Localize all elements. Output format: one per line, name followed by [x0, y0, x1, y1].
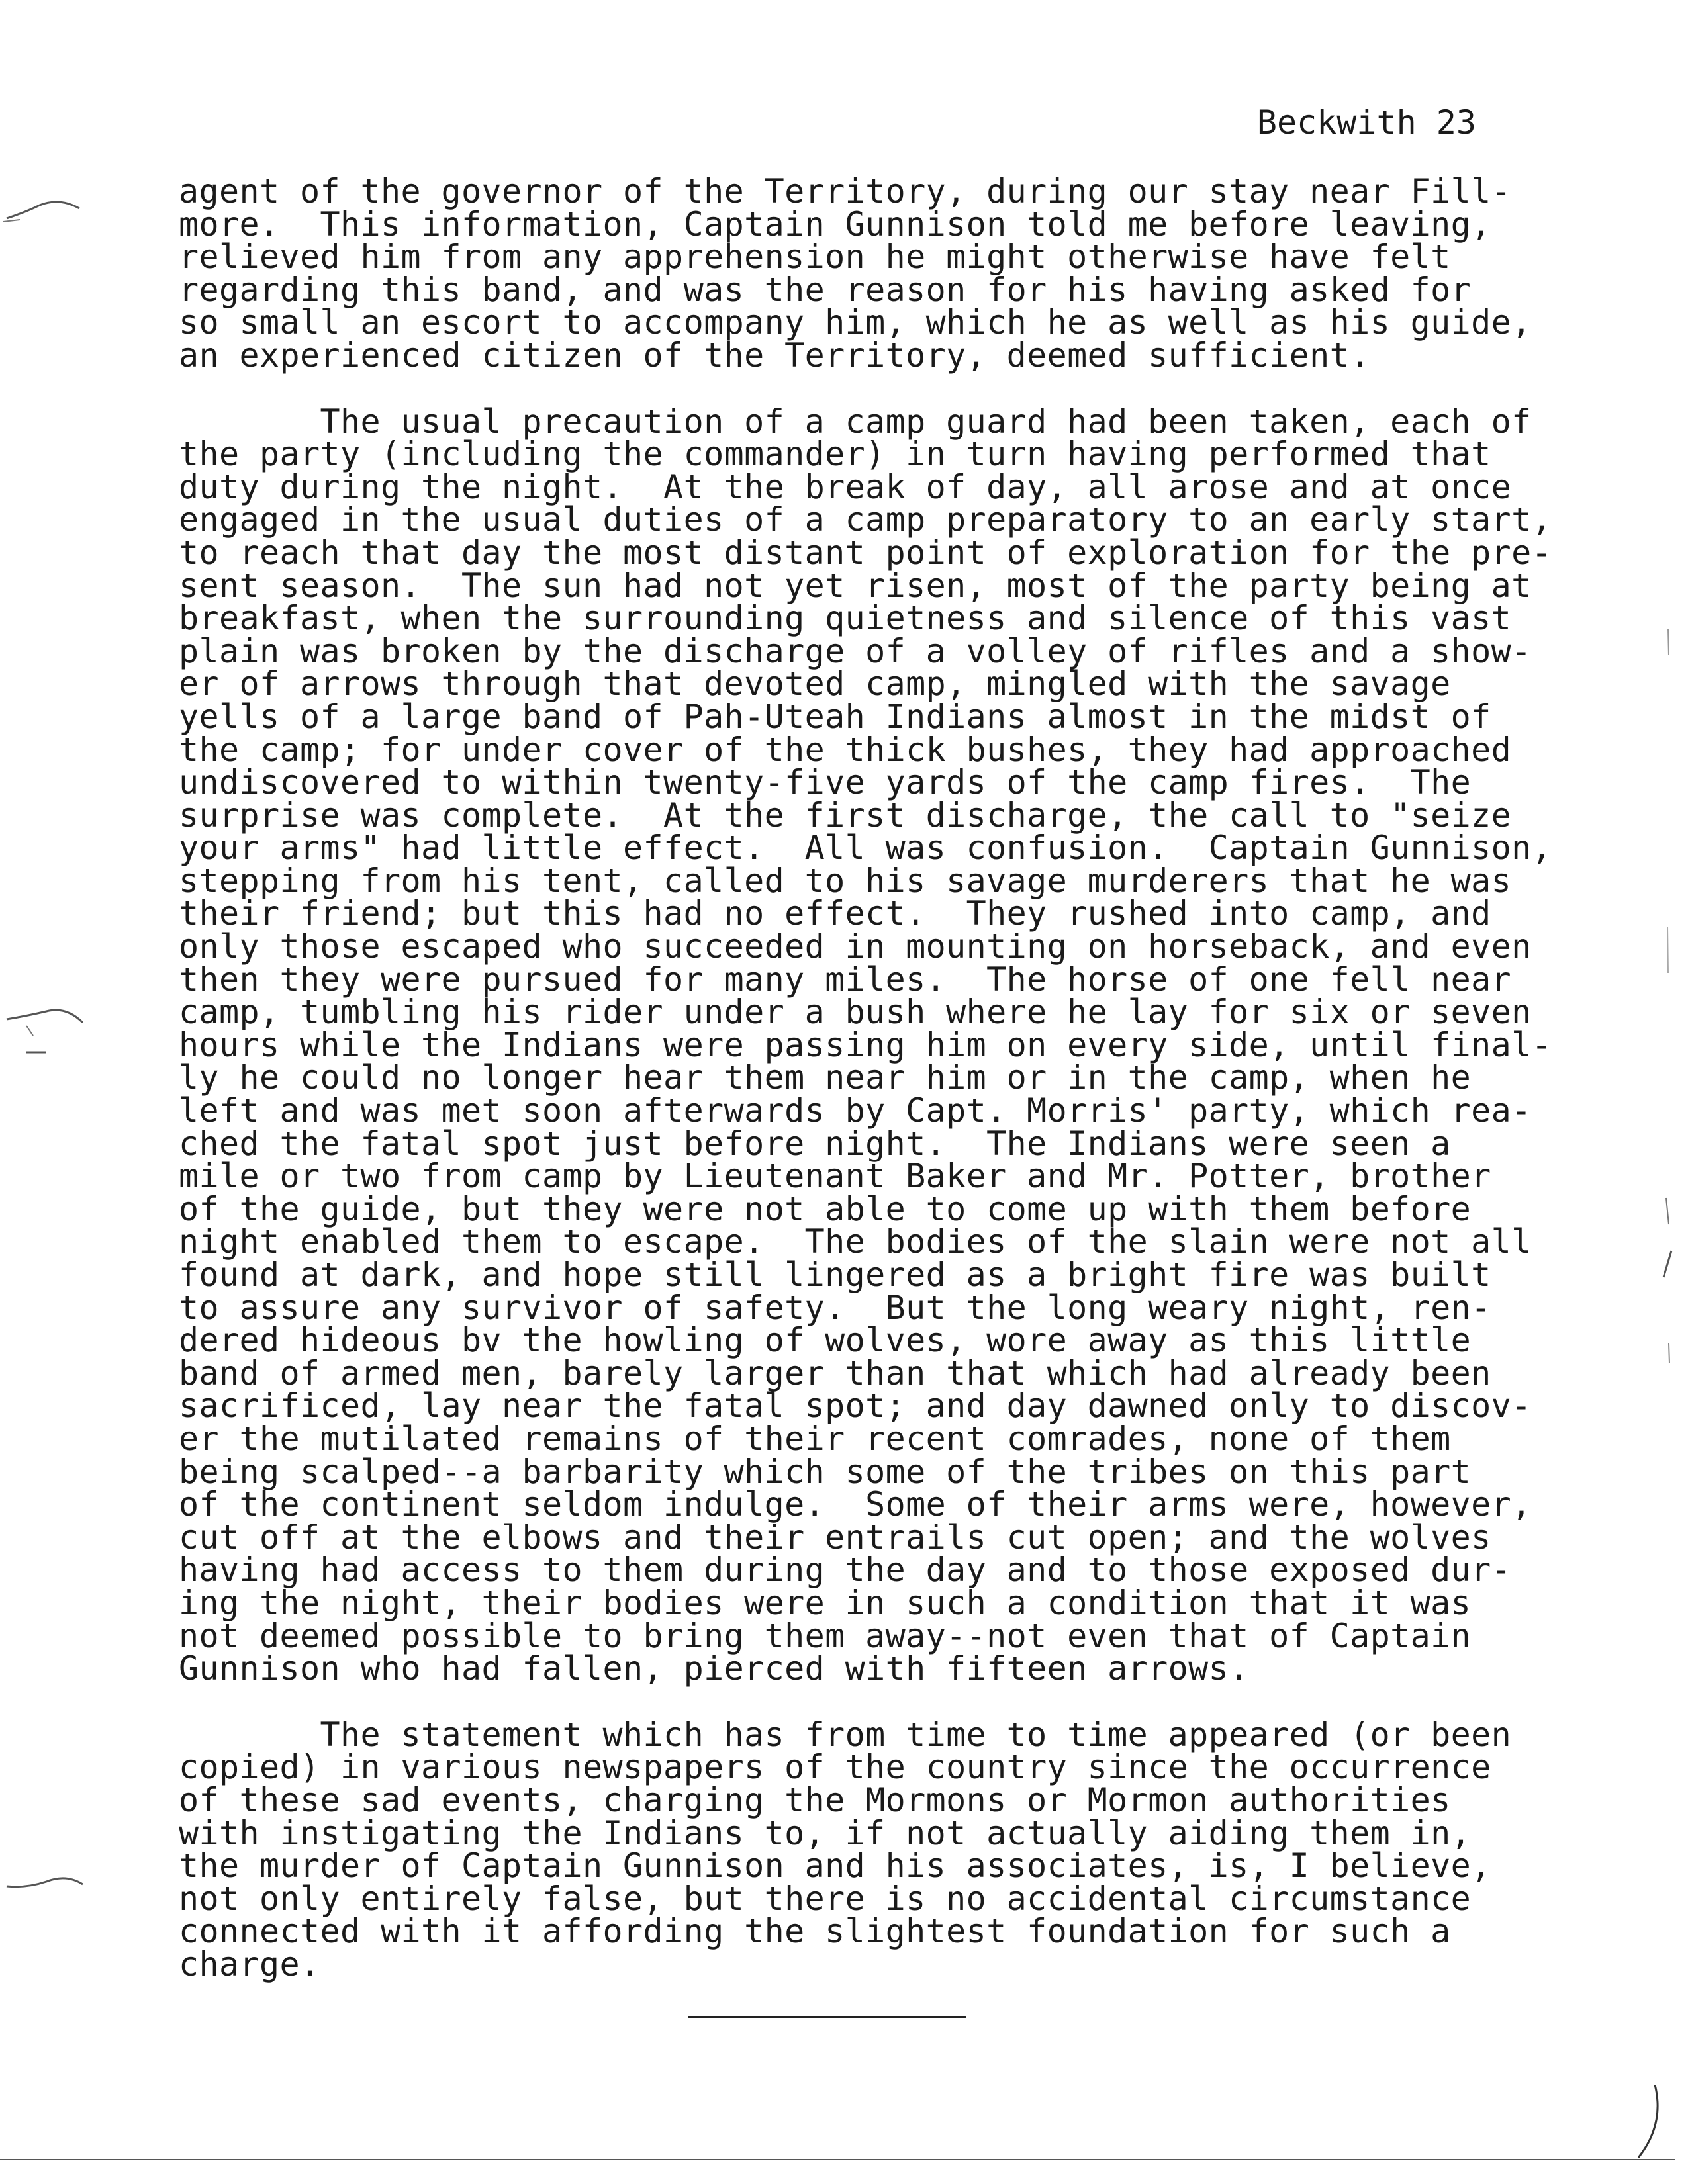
text-line: left and was met soon afterwards by Capt. Morris' party, which rea- — [179, 1091, 1532, 1130]
text-line: copied) in various newspapers of the country since the occurrence — [179, 1748, 1491, 1787]
text-line: so small an escort to accompany him, which he as well as his guide, — [179, 303, 1532, 342]
scan-mark-right-edge — [1658, 629, 1678, 1621]
text-line: The statement which has from time to time appeared (or been — [179, 1715, 1512, 1754]
text-line: hours while the Indians were passing him on every side, until final- — [179, 1025, 1552, 1064]
text-line: er of arrows through that devoted camp, mingled with the savage — [179, 664, 1451, 704]
scan-mark-bottom-right-curl — [1615, 2085, 1681, 2164]
text-line: engaged in the usual duties of a camp preparatory to an early start, — [179, 500, 1552, 539]
text-line: connected with it affording the slightest foundation for such a — [179, 1912, 1451, 1951]
scan-mark-mid-left — [0, 999, 93, 1059]
text-line: an experienced citizen of the Territory, deemed sufficient. — [179, 336, 1370, 375]
text-line: camp, tumbling his rider under a bush where he lay for six or seven — [179, 993, 1532, 1032]
text-line: sacrificed, lay near the fatal spot; and day dawned only to discov- — [179, 1387, 1532, 1426]
text-line: not deemed possible to bring them away--not even that of Captain — [179, 1616, 1472, 1655]
text-line: cut off at the elbows and their entrails cut open; and the wolves — [179, 1518, 1491, 1557]
text-line: stepping from his tent, called to his savage murderers that he was — [179, 861, 1512, 900]
page-header: Beckwith 23 — [1256, 103, 1476, 142]
document-body — [179, 172, 1552, 2014]
text-line: regarding this band, and was the reason for his having asked for — [179, 270, 1472, 309]
text-line: er the mutilated remains of their recent comrades, none of them — [179, 1419, 1451, 1458]
text-line: mile or two from camp by Lieutenant Baker and Mr. Potter, brother — [179, 1157, 1491, 1196]
text-line: duty during the night. At the break of day, all arose and at once — [179, 467, 1512, 506]
text-line: Gunnison who had fallen, pierced with fifteen arrows. — [179, 1649, 1249, 1688]
text-line: undiscovered to within twenty-five yards of the camp fires. The — [179, 763, 1472, 802]
text-line: relieved him from any apprehension he might otherwise have felt — [179, 238, 1451, 277]
page-bottom-edge — [0, 2159, 1675, 2160]
text-line: ched the fatal spot just before night. The Indians were seen a — [179, 1124, 1451, 1163]
text-line: only those escaped who succeeded in mounting on horseback, and even — [179, 927, 1532, 966]
text-line: charge. — [179, 1944, 320, 1983]
text-line: The usual precaution of a camp guard had been taken, each of — [179, 402, 1532, 441]
text-line: then they were pursued for many miles. The horse of one fell near — [179, 960, 1512, 999]
text-line: of these sad events, charging the Mormons or Mormon authorities — [179, 1780, 1451, 1819]
scan-mark-top-left — [0, 192, 93, 232]
text-line: yells of a large band of Pah-Uteah Indians almost in the midst of — [179, 697, 1491, 736]
text-line: dered hideous bv the howling of wolves, wore away as this little — [179, 1321, 1472, 1360]
text-line: being scalped--a barbarity which some of the tribes on this part — [179, 1452, 1472, 1491]
text-line: plain was broken by the discharge of a volley of rifles and a show- — [179, 631, 1532, 670]
paragraph-2 — [179, 402, 1552, 1688]
text-line: found at dark, and hope still lingered as a bright fire was built — [179, 1255, 1491, 1294]
text-line: their friend; but this had no effect. They rushed into camp, and — [179, 894, 1491, 933]
text-line: of the continent seldom indulge. Some of their arms were, however, — [179, 1485, 1532, 1524]
text-line: your arms" had little effect. All was confusion. Captain Gunnison, — [179, 829, 1552, 868]
paragraph-1 — [179, 172, 1536, 375]
text-line: agent of the governor of the Territory, during our stay near Fill- — [179, 172, 1512, 210]
text-line: ing the night, their bodies were in such a condition that it was — [179, 1583, 1472, 1622]
scan-mark-bottom-left — [0, 1870, 93, 1903]
text-line: ly he could no longer hear them near him or in the camp, when he — [179, 1058, 1472, 1097]
section-divider-rule — [688, 2016, 966, 2018]
text-line: sent season. The sun had not yet risen, most of the party being at — [179, 566, 1532, 605]
paragraph-3 — [179, 1715, 1536, 1983]
text-line: to assure any survivor of safety. But the long weary night, ren- — [179, 1288, 1491, 1327]
text-line: surprise was complete. At the first discharge, the call to "seize — [179, 796, 1512, 835]
text-line: breakfast, when the surrounding quietness and silence of this vast — [179, 599, 1512, 638]
text-line: of the guide, but they were not able to come up with them before — [179, 1189, 1472, 1228]
text-line: with instigating the Indians to, if not actually aiding them in, — [179, 1813, 1472, 1852]
text-line: not only entirely false, but there is no accidental circumstance — [179, 1879, 1472, 1918]
text-line: having had access to them during the day and to those exposed dur- — [179, 1551, 1512, 1590]
text-line: more. This information, Captain Gunnison told me before leaving, — [179, 205, 1491, 244]
text-line: the camp; for under cover of the thick bushes, they had approached — [179, 730, 1512, 769]
text-line: the murder of Captain Gunnison and his associates, is, I believe, — [179, 1846, 1491, 1886]
text-line: night enabled them to escape. The bodies of the slain were not all — [179, 1222, 1532, 1261]
text-line: band of armed men, barely larger than that which had already been — [179, 1353, 1491, 1392]
text-line: to reach that day the most distant point of exploration for the pre- — [179, 533, 1552, 572]
text-line: the party (including the commander) in turn having performed that — [179, 435, 1491, 474]
